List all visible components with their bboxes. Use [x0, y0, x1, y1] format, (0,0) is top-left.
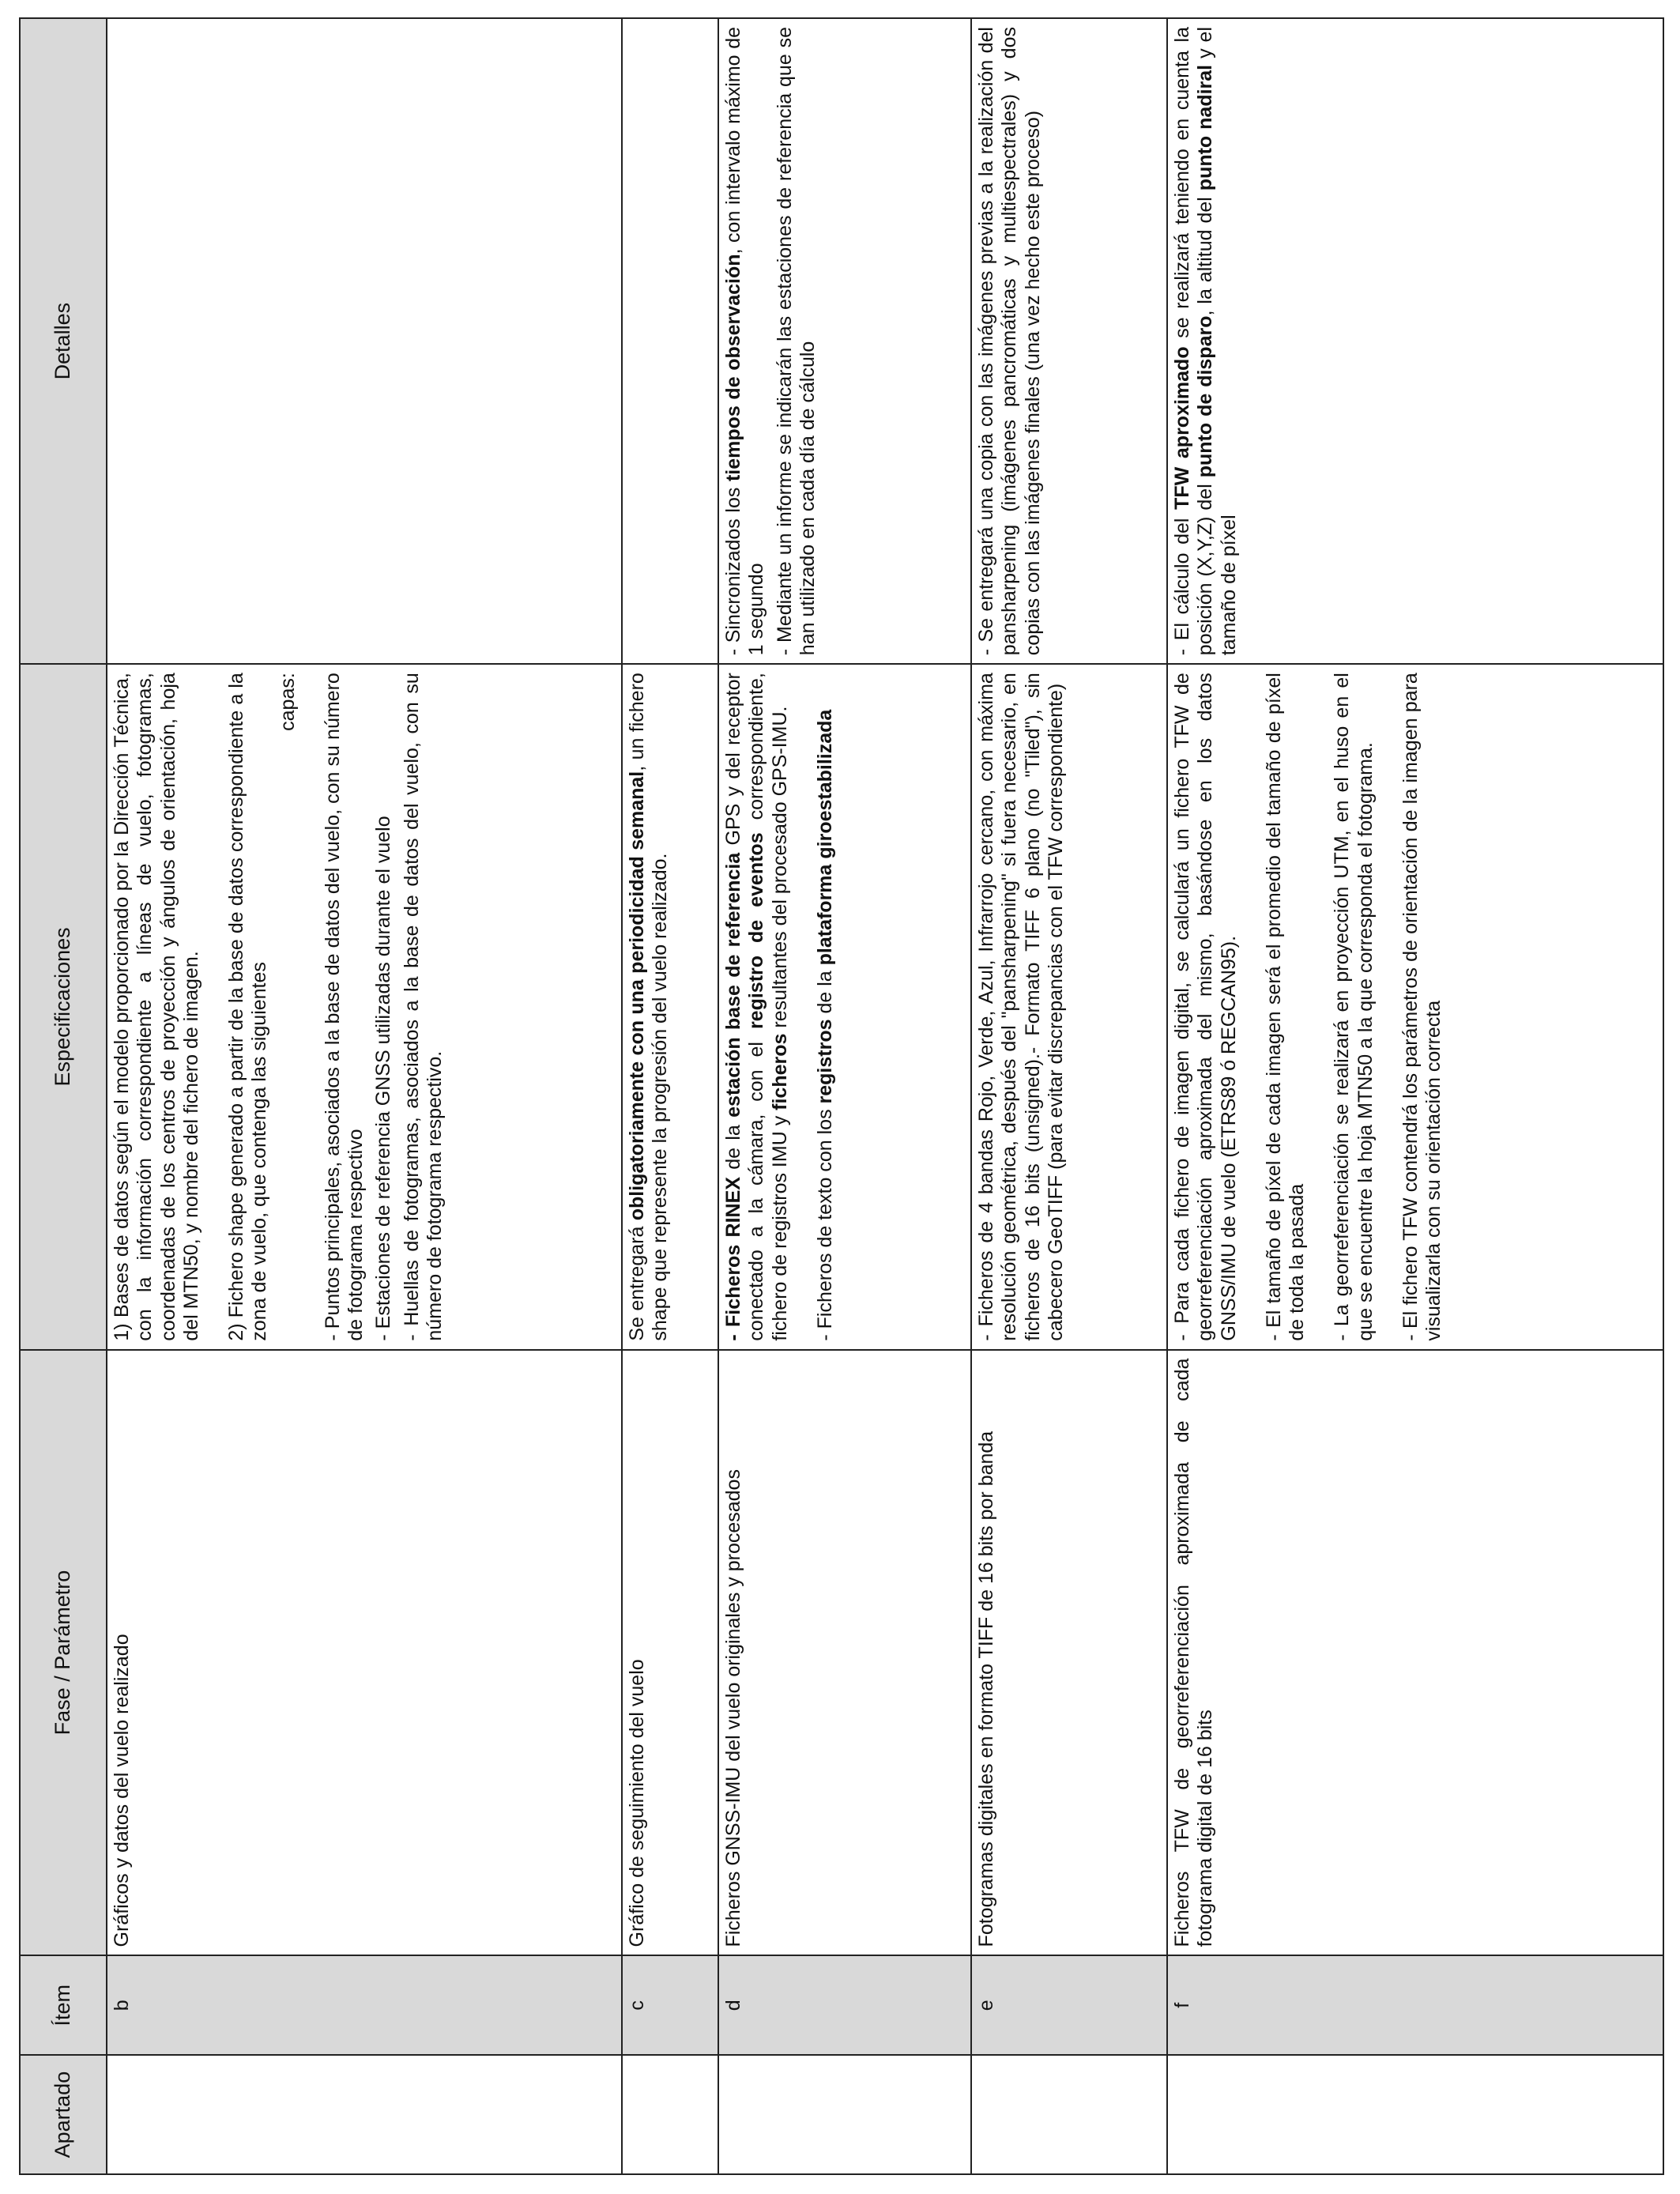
spec-paragraph: - Huellas de fotogramas, asociados a la base de datos del vuelo, con su número de fotograma respectivo. [400, 673, 446, 1341]
fase-cell: Gráficos y datos del vuelo realizado [107, 1350, 622, 1956]
header-especificaciones: Especificaciones [20, 664, 107, 1349]
spec-paragraph: 2) Fichero shape generado a partir de la base de datos correspondiente a la zona de vuelo, que contenga las siguientes [225, 673, 271, 1341]
text-run: - Sincronizados los [722, 481, 744, 656]
detail-paragraph: - Mediante un informe se indicarán las estaciones de referencia que se han utilizado en cada día de cálculo [773, 27, 819, 656]
spec-paragraph: - Para cada fichero de imagen digital, se calculará un fichero TFW de georreferenciación aproximada del mismo, basándose en los datos GNSS/IMU de vuelo (ETRS89 ó REGCAN95). [1171, 673, 1240, 1341]
bold-run: registro de eventos [745, 832, 768, 1030]
fase-cell: Ficheros GNSS-IMU del vuelo originales y procesados [718, 1350, 971, 1956]
spec-cell [1167, 664, 1663, 1349]
apartado-cell [622, 2055, 718, 2174]
bold-run: registros [813, 1019, 836, 1104]
bold-run: - Ficheros RINEX [722, 1177, 744, 1341]
text-run: de la [813, 965, 836, 1020]
spec-cell [718, 664, 971, 1349]
apartado-cell [971, 2055, 1167, 2174]
text-run: , un fichero shape que represente la progresión del vuelo realizado. [626, 673, 672, 1341]
header-fase: Fase / Parámetro [20, 1350, 107, 1956]
spec-paragraph: - El fichero TFW contendrá los parámetros de orientación de la imagen para visualizarla con su orientación correcta [1399, 673, 1445, 1341]
bold-run: obligatoriamente con una periodicidad semanal [626, 771, 648, 1221]
spec-paragraph [722, 673, 792, 1340]
table-row-b [107, 18, 622, 2174]
spec-paragraph: 1) Bases de datos según el modelo proporcionado por la Dirección Técnica, con la información correspondiente a líneas de vuelo, fotogramas, coordenadas de los centros de proyección y ángulos de orientación, hoja del MTN50, y nombre del fichero de imagen. [111, 673, 202, 1341]
fase-cell: Gráfico de seguimiento del vuelo [622, 1350, 718, 1956]
detail-paragraph [722, 27, 769, 655]
text-run: y el tamaño de píxel [1194, 26, 1240, 656]
text-run: correspondiente, fichero de registros IMU y [745, 673, 791, 1341]
spec-paragraph: - El tamaño de píxel de cada imagen será el promedio del tamaño de píxel de toda la pasada [1262, 673, 1308, 1341]
specifications-table [19, 17, 1664, 2175]
detail-cell [107, 18, 622, 664]
spec-paragraph: - Puntos principales, asociados a la base de datos del vuelo, con su número de fotograma respectivo [321, 673, 367, 1341]
spec-paragraph: capas: [276, 673, 299, 731]
item-cell: e [971, 1955, 1167, 2055]
apartado-cell [107, 2055, 622, 2174]
fase-cell: Fotogramas digitales en formato TIFF de 16 bits por banda [971, 1350, 1167, 1956]
item-cell: f [1167, 1955, 1663, 2055]
text-run: - Ficheros de texto con los [813, 1103, 836, 1341]
table-row-d [718, 18, 971, 2174]
header-item: Ítem [20, 1955, 107, 2055]
spec-cell: - Ficheros de 4 bandas Rojo, Verde, Azul, Infrarrojo cercano, con máxima resolución geométrica, después del "pansharpening" si fuera necesario, en ficheros de 16 bits (unsigned).- Formato TIFF 6 plano (no "Tiled"), sin cabecero GeoTIFF (para evitar discrepancias con el TFW correspondiente) [971, 664, 1167, 1349]
bold-run: ficheros [768, 1033, 791, 1110]
bold-run: punto de disparo [1194, 315, 1217, 478]
detail-cell [622, 18, 718, 664]
bold-run: plataforma giroestabilizada [813, 709, 836, 966]
spec-paragraph: - La georreferenciación se realizará en proyección UTM, en el huso en el que se encuentre la hoja MTN50 a la que corresponda el fotograma. [1331, 673, 1377, 1341]
item-cell: b [107, 1955, 622, 2055]
text-run: , la altitud del [1194, 190, 1217, 316]
detail-cell [1167, 18, 1663, 664]
item-cell: c [622, 1955, 718, 2055]
bold-run: TFW aproximado [1171, 346, 1193, 510]
header-apartado: Apartado [20, 2055, 107, 2174]
text-run: resultantes del procesado GPS-IMU. [768, 706, 791, 1034]
text-run: se realizará teniendo en cuenta la posición (X,Y,Z) del [1171, 27, 1217, 656]
table-row-c [622, 18, 718, 2174]
bold-run: punto nadiral [1194, 64, 1217, 191]
text-run: - El cálculo del [1171, 509, 1193, 656]
spec-cell [107, 664, 622, 1349]
header-detalles: Detalles [20, 18, 107, 664]
bold-run: estación base de referencia [722, 852, 744, 1118]
apartado-cell [1167, 2055, 1663, 2174]
item-cell: d [718, 1955, 971, 2055]
text-run: Se entregará [626, 1220, 648, 1341]
spec-paragraph [814, 673, 837, 1340]
spec-cell [622, 664, 718, 1349]
spec-paragraph: - Estaciones de referencia GNSS utilizadas durante el vuelo [372, 816, 395, 1341]
text-run: , con intervalo máximo de 1 segundo [722, 26, 768, 656]
detail-cell [718, 18, 971, 664]
bold-run: tiempos de observación [722, 254, 744, 482]
text-run: de la [722, 1117, 744, 1178]
text-run: GPS y del receptor conectado a la cámara, con el [722, 673, 768, 1341]
fase-cell: Ficheros TFW de georreferenciación aproximada de cada fotograma digital de 16 bits [1167, 1350, 1663, 1956]
detail-cell: - Se entregará una copia con las imágenes previas a la realización del pansharpening (imágenes pancromáticas y multiespectrales) y dos copias con las imágenes finales (una vez hecho este proceso) [971, 18, 1167, 664]
header-row [20, 18, 107, 2174]
table-row-f [1167, 18, 1663, 2174]
apartado-cell [718, 2055, 971, 2174]
table-row-e [971, 18, 1167, 2174]
